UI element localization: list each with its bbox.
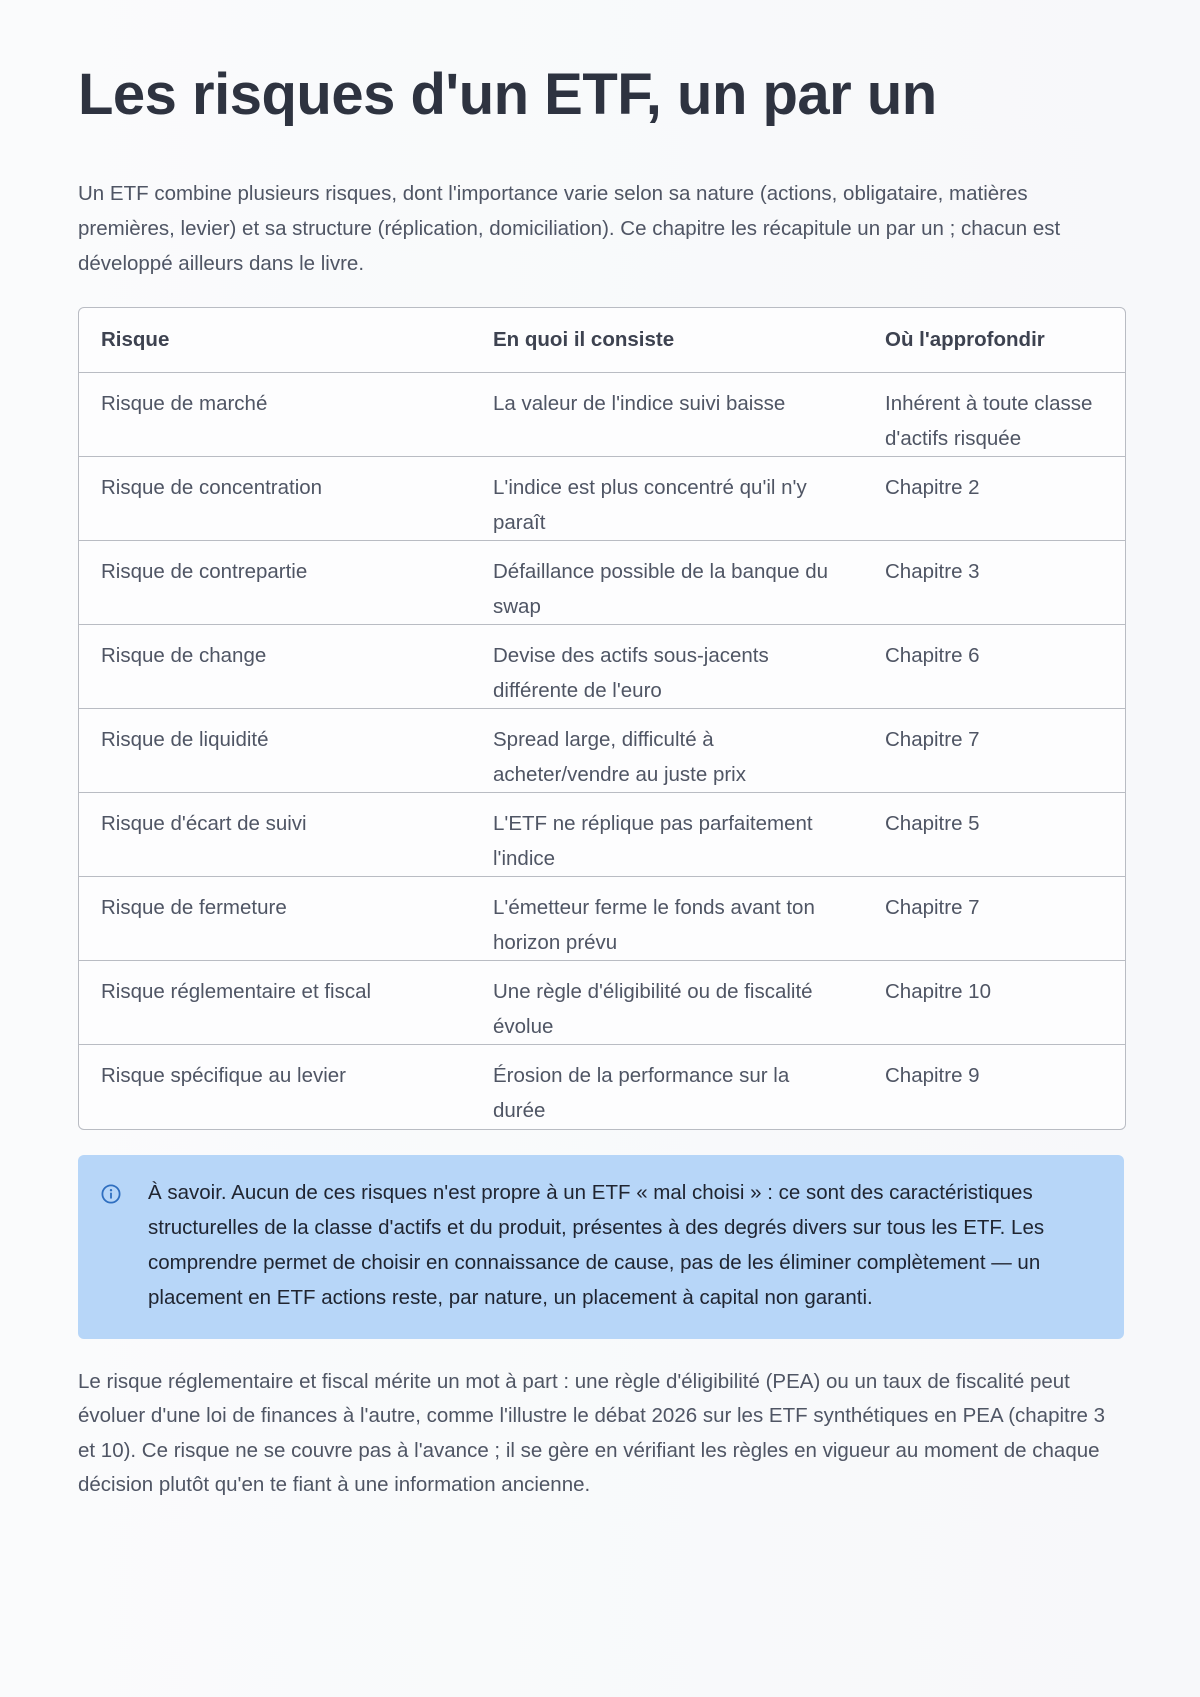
column-header-risque: Risque (79, 308, 471, 373)
risk-reference-cell: Chapitre 7 (863, 709, 1125, 793)
risk-name-cell: Risque de liquidité (79, 709, 471, 793)
table-row (79, 961, 1125, 1045)
risk-description-cell: Défaillance possible de la banque du swap (471, 541, 863, 625)
risk-description-cell: Érosion de la performance sur la durée (493, 1064, 790, 1122)
risk-reference-cell: Chapitre 7 (863, 877, 1125, 961)
table-row (79, 541, 1125, 625)
table-row (79, 373, 1125, 457)
risk-reference-cell: Chapitre 3 (863, 541, 1125, 625)
callout-text: À savoir. Aucun de ces risques n'est propre à un ETF « mal choisi » : ce sont des caractéristiques structurelles de la classe d'actifs et du produit, présentes à des degrés divers sur tous les ETF. Les comprendre permet de choisir en connaissance de cause, pas de les éliminer complètement — un placement en ETF actions reste, par nature, un placement à capital non garanti. (148, 1180, 1045, 1309)
risk-name-cell: Risque de contrepartie (79, 541, 471, 625)
risk-description-cell: Une règle d'éligibilité ou de fiscalité évolue (471, 961, 863, 1045)
risk-reference-cell: Chapitre 5 (863, 793, 1125, 877)
risk-reference-cell: Chapitre 9 (885, 1064, 980, 1087)
risk-name-cell: Risque de fermeture (79, 877, 471, 961)
risk-name-cell: Risque réglementaire et fiscal (79, 961, 471, 1045)
table-header-row (79, 308, 1125, 373)
table-row (79, 877, 1125, 961)
risk-name-cell: Risque de marché (79, 373, 471, 457)
risk-description-cell: La valeur de l'indice suivi baisse (471, 373, 863, 457)
risk-reference-cell: Chapitre 10 (863, 961, 1125, 1045)
intro-paragraph: Un ETF combine plusieurs risques, dont l'importance varie selon sa nature (actions, obligataire, matières premières, levier) et sa structure (réplication, domiciliation). Ce chapitre les récapitule un par un ; chacun est développé ailleurs dans le livre. (78, 182, 1061, 275)
column-header-description: En quoi il consiste (471, 308, 863, 373)
risk-table (78, 307, 1126, 1130)
page-title: Les risques d'un ETF, un par un (78, 62, 937, 127)
info-icon (101, 1184, 121, 1204)
table-row (79, 709, 1125, 793)
info-callout (78, 1155, 1124, 1339)
column-header-chapitre: Où l'approfondir (863, 308, 1125, 373)
risk-name-cell: Risque de concentration (79, 457, 471, 541)
table-row (79, 1045, 1125, 1129)
risk-description-cell: Devise des actifs sous-jacents différente de l'euro (471, 625, 863, 709)
risk-description-cell: L'indice est plus concentré qu'il n'y paraît (471, 457, 863, 541)
table-row (79, 793, 1125, 877)
risk-name-cell: Risque spécifique au levier (101, 1064, 346, 1087)
table-row (79, 457, 1125, 541)
risk-description-cell: L'ETF ne réplique pas parfaitement l'indice (471, 793, 863, 877)
risk-name-cell: Risque de change (79, 625, 471, 709)
outro-paragraph: Le risque réglementaire et fiscal mérite un mot à part : une règle d'éligibilité (PEA) ou un taux de fiscalité peut évoluer d'une loi de finances à l'autre, comme l'illustre le débat 2026 sur les ETF synthétiques en PEA (chapitre 3 et 10). Ce risque ne se couvre pas à l'avance ; il se gère en vérifiant les règles en vigueur au moment de chaque décision plutôt qu'en te fiant à une information ancienne. (78, 1369, 1106, 1496)
risk-description-cell: Spread large, difficulté à acheter/vendre au juste prix (471, 709, 863, 793)
risk-reference-cell: Chapitre 6 (863, 625, 1125, 709)
risk-reference-cell: Chapitre 2 (863, 457, 1125, 541)
risk-description-cell: L'émetteur ferme le fonds avant ton horizon prévu (471, 877, 863, 961)
risk-reference-cell: Inhérent à toute classe d'actifs risquée (863, 373, 1125, 457)
risk-name-cell: Risque d'écart de suivi (79, 793, 471, 877)
table-row (79, 625, 1125, 709)
